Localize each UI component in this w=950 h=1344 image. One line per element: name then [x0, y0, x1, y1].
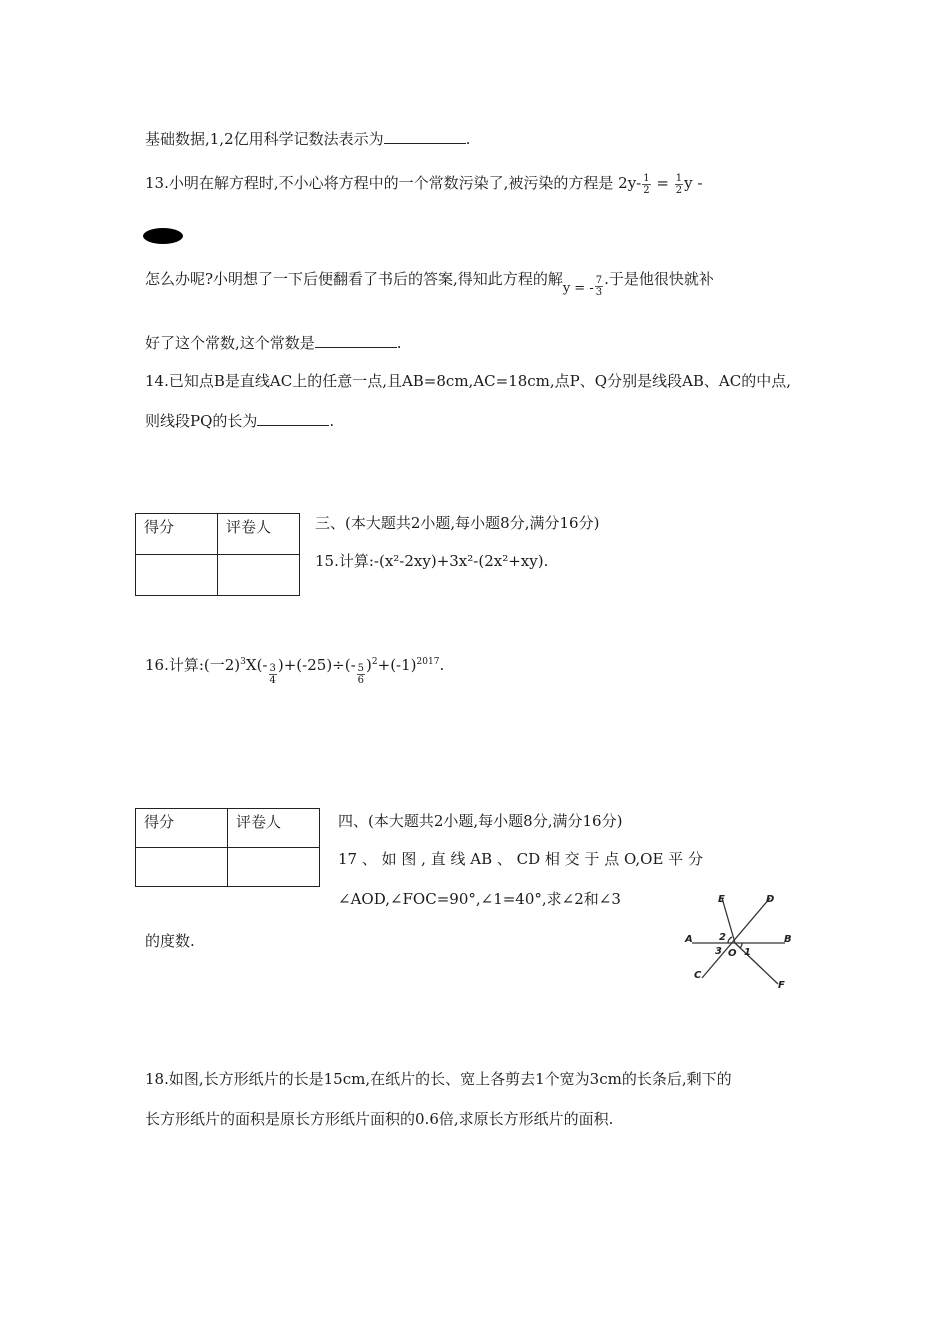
q13-line2-text: 怎么办呢?小明想了一下后便翻看了书后的答案,得知此方程的解: [145, 270, 563, 288]
q16-line: [145, 654, 445, 686]
label-b: B: [784, 934, 792, 945]
label-f: F: [778, 980, 785, 991]
label-c: C: [694, 970, 702, 981]
angle-arc-2: [728, 937, 732, 943]
grader-cell[interactable]: [228, 848, 320, 887]
label-2: 2: [719, 932, 726, 943]
q13-answer-blank[interactable]: [315, 333, 397, 348]
q14-line1: [145, 370, 791, 391]
q14-end: .: [329, 412, 335, 430]
q14-line2: [145, 410, 334, 431]
q14-line2-text: 则线段PQ的长为: [145, 412, 258, 430]
grader-header: 评卷人: [228, 809, 320, 848]
q16-times: X(-: [245, 656, 268, 674]
q16-tail: +(-1): [377, 656, 417, 674]
q13-line2-end: .于是他很快就补: [604, 270, 714, 288]
q12-end: .: [465, 130, 471, 148]
q13-fraction-2: $\frac{1}{2}$: [675, 172, 683, 196]
q13-solution-fraction: $\frac{7}{3}$: [595, 274, 603, 298]
q16-paren: ): [366, 656, 372, 674]
ink-stain: [143, 228, 183, 244]
q13-line3-end: .: [396, 334, 402, 352]
q14-text: 14.已知点B是直线AC上的任意一点,且AB=8cm,AC=18cm,点P、Q分别是线段AB、AC的中点,: [145, 372, 791, 390]
label-o: O: [728, 948, 737, 959]
q17-line1: 17 、 如 图 , 直 线 AB 、 CD 相 交 于 点 O,OE 平 分: [338, 850, 703, 868]
q14-answer-blank[interactable]: [257, 411, 329, 426]
q16-exp3: 3: [240, 657, 246, 667]
q13-line3: [145, 332, 402, 353]
q15-text: 15.计算:-(x²-2xy)+3x²-(2x²+xy).: [315, 552, 549, 570]
label-d: D: [766, 894, 775, 905]
section3-heading: 三、(本大题共2小题,每小题8分,满分16分): [315, 514, 600, 532]
score-header: 得分: [136, 809, 228, 848]
q17-line3: 的度数.: [145, 932, 195, 950]
q13-fraction-1: $\frac{1}{2}$: [643, 172, 650, 196]
score-table-2: [135, 808, 320, 887]
q16-end: .: [439, 656, 445, 674]
angle-figure: [680, 888, 795, 993]
q13-text: 13.小明在解方程时,不小心将方程中的一个常数污染了,被污染的方程是 2y-: [145, 174, 642, 192]
q12-answer-blank[interactable]: [384, 129, 466, 144]
q13-equals: =: [651, 174, 674, 192]
q16-fraction-2: $\frac{5}{6}$: [357, 662, 365, 686]
label-a: A: [685, 934, 693, 945]
score-cell[interactable]: [136, 555, 218, 596]
label-e: E: [718, 894, 725, 905]
section4-heading: 四、(本大题共2小题,每小题8分,满分16分): [338, 812, 623, 830]
ray-of: [735, 943, 778, 984]
q16-fraction-1: $\frac{3}{4}$: [269, 662, 276, 686]
q16-prefix: 16.计算:(一2): [145, 656, 241, 674]
grader-cell[interactable]: [218, 555, 300, 596]
q16-exp2017: 2017: [416, 657, 440, 667]
q18-line1: 18.如图,长方形纸片的长是15cm,在纸片的长、宽上各剪去1个宽为3cm的长条后,剩下的: [145, 1070, 732, 1088]
q12-tail-line: [145, 128, 470, 149]
q16-exp2: 2: [371, 657, 378, 667]
score-header: 得分: [136, 514, 218, 555]
label-3: 3: [715, 946, 722, 957]
q13-line2: [145, 268, 714, 298]
q16-mid: )+(-25)÷(-: [277, 656, 356, 674]
score-table-1: [135, 513, 300, 596]
q17-line2: ∠AOD,∠FOC=90°,∠1=40°,求∠2和∠3: [338, 890, 621, 908]
q13-line1: [145, 172, 702, 196]
q13-y-tail: y -: [684, 174, 703, 192]
grader-header: 评卷人: [218, 514, 300, 555]
q13-line3-text: 好了这个常数,这个常数是: [145, 334, 315, 352]
angle-arc-1: [740, 943, 742, 948]
label-1: 1: [744, 947, 751, 958]
q12-tail-text: 基础数据,1,2亿用科学记数法表示为: [145, 130, 384, 148]
q13-solution-y: y = -: [562, 281, 594, 296]
q18-line2: 长方形纸片的面积是原长方形纸片面积的0.6倍,求原长方形纸片的面积.: [145, 1110, 614, 1128]
score-cell[interactable]: [136, 848, 228, 887]
